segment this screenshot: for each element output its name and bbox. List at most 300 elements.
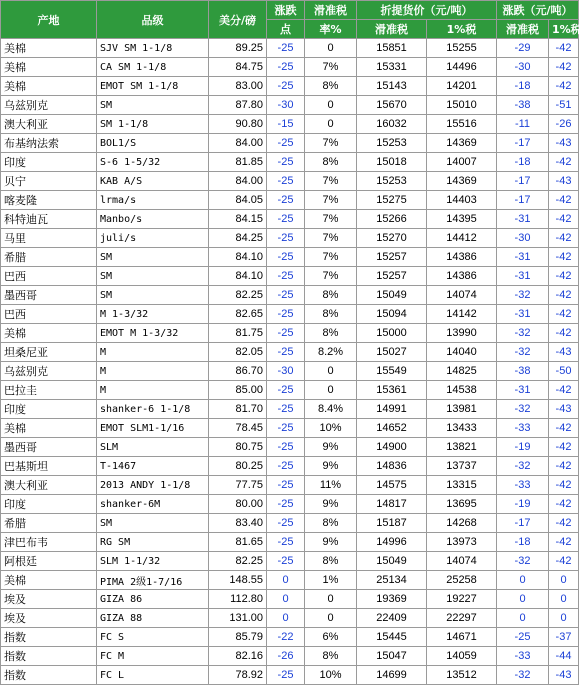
table-row (1, 609, 579, 628)
slide-tax-rate-cell: 7% (305, 229, 357, 248)
grade-cell: shanker-6M (97, 495, 209, 514)
change-points-cell: -25 (267, 495, 305, 514)
price-slide-tax-cell: 14836 (357, 457, 427, 476)
change-slide-tax-cell: -17 (497, 134, 549, 153)
change-slide-tax-cell: -18 (497, 533, 549, 552)
col-converted-header: 折提货价（元/吨） (357, 1, 497, 20)
slide-tax-rate-cell: 8.2% (305, 343, 357, 362)
price-slide-tax-cell: 15253 (357, 134, 427, 153)
price-cell: 82.65 (209, 305, 267, 324)
change-points-cell: -26 (267, 647, 305, 666)
price-1pct-tax-cell: 13695 (427, 495, 497, 514)
price-slide-tax-cell: 19369 (357, 590, 427, 609)
change-points-cell: -22 (267, 628, 305, 647)
price-slide-tax-cell: 15257 (357, 267, 427, 286)
change-slide-tax-cell: -32 (497, 457, 549, 476)
change-points-cell: -25 (267, 229, 305, 248)
table-row (1, 381, 579, 400)
col-chg-yuan-1pct: 1%税 (549, 20, 579, 39)
grade-cell: SM (97, 286, 209, 305)
origin-cell: 乌兹别克 (1, 362, 97, 381)
price-1pct-tax-cell: 13737 (427, 457, 497, 476)
price-cell: 82.25 (209, 286, 267, 305)
origin-cell: 墨西哥 (1, 438, 97, 457)
slide-tax-rate-cell: 0 (305, 609, 357, 628)
table-row (1, 58, 579, 77)
change-slide-tax-cell: -19 (497, 495, 549, 514)
origin-cell: 布基纳法索 (1, 134, 97, 153)
change-points-cell: -25 (267, 419, 305, 438)
price-slide-tax-cell: 15047 (357, 647, 427, 666)
table-row (1, 267, 579, 286)
price-slide-tax-cell: 22409 (357, 609, 427, 628)
slide-tax-rate-cell: 8% (305, 77, 357, 96)
change-1pct-tax-cell: -26 (549, 115, 579, 134)
origin-cell: 津巴布韦 (1, 533, 97, 552)
change-slide-tax-cell: -29 (497, 39, 549, 58)
grade-cell: RG SM (97, 533, 209, 552)
change-points-cell: -30 (267, 362, 305, 381)
origin-cell: 贝宁 (1, 172, 97, 191)
price-slide-tax-cell: 15049 (357, 552, 427, 571)
grade-cell: M (97, 343, 209, 362)
change-slide-tax-cell: -18 (497, 77, 549, 96)
change-1pct-tax-cell: 0 (549, 590, 579, 609)
change-points-cell: -25 (267, 267, 305, 286)
table-row (1, 96, 579, 115)
price-cell: 84.00 (209, 172, 267, 191)
price-1pct-tax-cell: 25258 (427, 571, 497, 590)
col-converted-slide: 滑准税 (357, 20, 427, 39)
slide-tax-rate-cell: 0 (305, 362, 357, 381)
price-cell: 83.40 (209, 514, 267, 533)
col-chg-yuan-slide: 滑准税 (497, 20, 549, 39)
grade-cell: SJV SM 1-1/8 (97, 39, 209, 58)
slide-tax-rate-cell: 7% (305, 172, 357, 191)
grade-cell: lrma/s (97, 191, 209, 210)
price-cell: 78.45 (209, 419, 267, 438)
price-1pct-tax-cell: 14412 (427, 229, 497, 248)
change-1pct-tax-cell: -43 (549, 400, 579, 419)
change-points-cell: -25 (267, 77, 305, 96)
grade-cell: shanker-6 1-1/8 (97, 400, 209, 419)
price-slide-tax-cell: 14996 (357, 533, 427, 552)
change-1pct-tax-cell: -42 (549, 248, 579, 267)
change-slide-tax-cell: 0 (497, 571, 549, 590)
change-1pct-tax-cell: -42 (549, 77, 579, 96)
price-slide-tax-cell: 14652 (357, 419, 427, 438)
col-origin-header: 产地 (1, 1, 97, 39)
grade-cell: KAB A/S (97, 172, 209, 191)
origin-cell: 印度 (1, 495, 97, 514)
origin-cell: 阿根廷 (1, 552, 97, 571)
grade-cell: T-1467 (97, 457, 209, 476)
price-1pct-tax-cell: 15516 (427, 115, 497, 134)
change-points-cell: 0 (267, 590, 305, 609)
change-slide-tax-cell: -33 (497, 419, 549, 438)
slide-tax-rate-cell: 8% (305, 305, 357, 324)
slide-tax-rate-cell: 10% (305, 419, 357, 438)
change-1pct-tax-cell: -42 (549, 552, 579, 571)
table-row (1, 362, 579, 381)
change-points-cell: -30 (267, 96, 305, 115)
change-points-cell: -25 (267, 343, 305, 362)
origin-cell: 美棉 (1, 419, 97, 438)
price-cell: 82.16 (209, 647, 267, 666)
price-slide-tax-cell: 15000 (357, 324, 427, 343)
col-chg-yuan-header: 涨跌（元/吨） (497, 1, 579, 20)
grade-cell: M (97, 381, 209, 400)
change-slide-tax-cell: 0 (497, 590, 549, 609)
price-1pct-tax-cell: 14040 (427, 343, 497, 362)
change-points-cell: -25 (267, 381, 305, 400)
slide-tax-rate-cell: 10% (305, 666, 357, 685)
change-slide-tax-cell: -32 (497, 400, 549, 419)
table-row (1, 400, 579, 419)
slide-tax-rate-cell: 0 (305, 39, 357, 58)
price-cell: 148.55 (209, 571, 267, 590)
grade-cell: M 1-3/32 (97, 305, 209, 324)
origin-cell: 巴基斯坦 (1, 457, 97, 476)
slide-tax-rate-cell: 11% (305, 476, 357, 495)
origin-cell: 喀麦隆 (1, 191, 97, 210)
change-1pct-tax-cell: -42 (549, 39, 579, 58)
price-slide-tax-cell: 25134 (357, 571, 427, 590)
change-points-cell: -25 (267, 58, 305, 77)
table-row (1, 115, 579, 134)
origin-cell: 坦桑尼亚 (1, 343, 97, 362)
origin-cell: 巴拉圭 (1, 381, 97, 400)
change-1pct-tax-cell: -37 (549, 628, 579, 647)
price-cell: 83.00 (209, 77, 267, 96)
price-slide-tax-cell: 14699 (357, 666, 427, 685)
origin-cell: 澳大利亚 (1, 476, 97, 495)
price-cell: 84.00 (209, 134, 267, 153)
slide-tax-rate-cell: 0 (305, 96, 357, 115)
slide-tax-rate-cell: 8% (305, 153, 357, 172)
change-slide-tax-cell: -31 (497, 381, 549, 400)
change-points-cell: -25 (267, 533, 305, 552)
change-points-cell: -25 (267, 153, 305, 172)
change-1pct-tax-cell: 0 (549, 609, 579, 628)
grade-cell: EMOT M 1-3/32 (97, 324, 209, 343)
change-slide-tax-cell: -11 (497, 115, 549, 134)
price-1pct-tax-cell: 13973 (427, 533, 497, 552)
change-slide-tax-cell: -31 (497, 210, 549, 229)
change-points-cell: -25 (267, 514, 305, 533)
slide-tax-rate-cell: 1% (305, 571, 357, 590)
slide-tax-rate-cell: 8.4% (305, 400, 357, 419)
change-slide-tax-cell: -17 (497, 514, 549, 533)
slide-tax-rate-cell: 7% (305, 267, 357, 286)
change-1pct-tax-cell: -42 (549, 457, 579, 476)
price-cell: 81.85 (209, 153, 267, 172)
table-row (1, 438, 579, 457)
origin-cell: 美棉 (1, 324, 97, 343)
slide-tax-rate-cell: 8% (305, 514, 357, 533)
table-row (1, 305, 579, 324)
grade-cell: SLM 1-1/32 (97, 552, 209, 571)
grade-cell: juli/s (97, 229, 209, 248)
price-slide-tax-cell: 15270 (357, 229, 427, 248)
table-row (1, 419, 579, 438)
price-1pct-tax-cell: 14403 (427, 191, 497, 210)
col-change-sub: 点 (267, 20, 305, 39)
slide-tax-rate-cell: 8% (305, 286, 357, 305)
price-cell: 86.70 (209, 362, 267, 381)
price-1pct-tax-cell: 14395 (427, 210, 497, 229)
grade-cell: FC S (97, 628, 209, 647)
price-cell: 131.00 (209, 609, 267, 628)
change-points-cell: -25 (267, 134, 305, 153)
change-points-cell: -25 (267, 172, 305, 191)
price-cell: 89.25 (209, 39, 267, 58)
origin-cell: 乌兹别克 (1, 96, 97, 115)
origin-cell: 巴西 (1, 267, 97, 286)
price-1pct-tax-cell: 22297 (427, 609, 497, 628)
table-row (1, 590, 579, 609)
origin-cell: 指数 (1, 628, 97, 647)
grade-cell: GIZA 86 (97, 590, 209, 609)
price-slide-tax-cell: 14817 (357, 495, 427, 514)
change-1pct-tax-cell: -42 (549, 153, 579, 172)
origin-cell: 指数 (1, 666, 97, 685)
table-row (1, 571, 579, 590)
change-points-cell: -25 (267, 248, 305, 267)
grade-cell: FC M (97, 647, 209, 666)
change-points-cell: -25 (267, 666, 305, 685)
price-slide-tax-cell: 15361 (357, 381, 427, 400)
price-cell: 80.25 (209, 457, 267, 476)
table-row (1, 172, 579, 191)
slide-tax-rate-cell: 8% (305, 552, 357, 571)
origin-cell: 美棉 (1, 58, 97, 77)
col-tax-header: 滑准税 (305, 1, 357, 20)
grade-cell: SM 1-1/8 (97, 115, 209, 134)
table-row (1, 533, 579, 552)
price-cell: 81.70 (209, 400, 267, 419)
origin-cell: 美棉 (1, 39, 97, 58)
price-cell: 84.10 (209, 267, 267, 286)
change-slide-tax-cell: 0 (497, 609, 549, 628)
price-1pct-tax-cell: 14496 (427, 58, 497, 77)
price-slide-tax-cell: 14575 (357, 476, 427, 495)
origin-cell: 美棉 (1, 571, 97, 590)
origin-cell: 印度 (1, 400, 97, 419)
price-1pct-tax-cell: 14386 (427, 267, 497, 286)
grade-cell: SM (97, 514, 209, 533)
price-1pct-tax-cell: 14268 (427, 514, 497, 533)
change-1pct-tax-cell: -42 (549, 286, 579, 305)
price-slide-tax-cell: 15018 (357, 153, 427, 172)
change-1pct-tax-cell: -42 (549, 476, 579, 495)
change-slide-tax-cell: -17 (497, 172, 549, 191)
origin-cell: 科特迪瓦 (1, 210, 97, 229)
slide-tax-rate-cell: 7% (305, 58, 357, 77)
change-slide-tax-cell: -32 (497, 552, 549, 571)
change-1pct-tax-cell: -42 (549, 381, 579, 400)
change-1pct-tax-cell: -42 (549, 419, 579, 438)
change-1pct-tax-cell: -42 (549, 58, 579, 77)
change-points-cell: -25 (267, 400, 305, 419)
change-1pct-tax-cell: -50 (549, 362, 579, 381)
slide-tax-rate-cell: 0 (305, 590, 357, 609)
col-converted-1pct: 1%税 (427, 20, 497, 39)
slide-tax-rate-cell: 7% (305, 134, 357, 153)
origin-cell: 希腊 (1, 514, 97, 533)
change-slide-tax-cell: -18 (497, 153, 549, 172)
change-1pct-tax-cell: -42 (549, 267, 579, 286)
change-slide-tax-cell: -38 (497, 362, 549, 381)
price-1pct-tax-cell: 14825 (427, 362, 497, 381)
change-1pct-tax-cell: -42 (549, 495, 579, 514)
slide-tax-rate-cell: 7% (305, 248, 357, 267)
price-1pct-tax-cell: 14074 (427, 552, 497, 571)
table-row (1, 666, 579, 685)
price-slide-tax-cell: 15027 (357, 343, 427, 362)
table-row (1, 153, 579, 172)
price-cell: 84.75 (209, 58, 267, 77)
change-slide-tax-cell: -33 (497, 647, 549, 666)
change-points-cell: -25 (267, 552, 305, 571)
table-row (1, 324, 579, 343)
col-price-header: 美分/磅 (209, 1, 267, 39)
price-slide-tax-cell: 15094 (357, 305, 427, 324)
origin-cell: 巴西 (1, 305, 97, 324)
change-slide-tax-cell: -32 (497, 666, 549, 685)
change-slide-tax-cell: -31 (497, 305, 549, 324)
origin-cell: 埃及 (1, 590, 97, 609)
price-slide-tax-cell: 15049 (357, 286, 427, 305)
grade-cell: 2013 ANDY 1-1/8 (97, 476, 209, 495)
table-row (1, 39, 579, 58)
grade-cell: SM (97, 248, 209, 267)
price-slide-tax-cell: 15851 (357, 39, 427, 58)
price-cell: 82.05 (209, 343, 267, 362)
price-1pct-tax-cell: 19227 (427, 590, 497, 609)
change-1pct-tax-cell: -42 (549, 210, 579, 229)
price-slide-tax-cell: 15143 (357, 77, 427, 96)
table-row (1, 495, 579, 514)
grade-cell: M (97, 362, 209, 381)
table-body (1, 39, 579, 685)
price-cell: 77.75 (209, 476, 267, 495)
price-cell: 90.80 (209, 115, 267, 134)
change-slide-tax-cell: -19 (497, 438, 549, 457)
change-slide-tax-cell: -17 (497, 191, 549, 210)
change-1pct-tax-cell: -43 (549, 134, 579, 153)
change-points-cell: 0 (267, 571, 305, 590)
price-1pct-tax-cell: 14369 (427, 172, 497, 191)
price-slide-tax-cell: 15670 (357, 96, 427, 115)
price-1pct-tax-cell: 13315 (427, 476, 497, 495)
table-row (1, 248, 579, 267)
change-points-cell: -25 (267, 210, 305, 229)
change-1pct-tax-cell: -43 (549, 172, 579, 191)
grade-cell: SM (97, 96, 209, 115)
price-1pct-tax-cell: 13981 (427, 400, 497, 419)
price-slide-tax-cell: 15266 (357, 210, 427, 229)
origin-cell: 马里 (1, 229, 97, 248)
price-1pct-tax-cell: 13821 (427, 438, 497, 457)
price-cell: 85.79 (209, 628, 267, 647)
change-points-cell: -15 (267, 115, 305, 134)
col-grade-header: 品级 (97, 1, 209, 39)
price-cell: 80.75 (209, 438, 267, 457)
change-slide-tax-cell: -30 (497, 229, 549, 248)
change-1pct-tax-cell: -43 (549, 666, 579, 685)
table-row (1, 514, 579, 533)
slide-tax-rate-cell: 9% (305, 495, 357, 514)
table-row (1, 476, 579, 495)
change-1pct-tax-cell: -42 (549, 514, 579, 533)
price-1pct-tax-cell: 13512 (427, 666, 497, 685)
col-change-header: 涨跌 (267, 1, 305, 20)
table-row (1, 77, 579, 96)
table-row (1, 647, 579, 666)
grade-cell: CA SM 1-1/8 (97, 58, 209, 77)
slide-tax-rate-cell: 8% (305, 324, 357, 343)
grade-cell: SM (97, 267, 209, 286)
table-row (1, 191, 579, 210)
change-1pct-tax-cell: -42 (549, 324, 579, 343)
change-1pct-tax-cell: -42 (549, 438, 579, 457)
price-1pct-tax-cell: 14538 (427, 381, 497, 400)
price-cell: 84.25 (209, 229, 267, 248)
price-slide-tax-cell: 15253 (357, 172, 427, 191)
change-slide-tax-cell: -30 (497, 58, 549, 77)
price-1pct-tax-cell: 14007 (427, 153, 497, 172)
price-cell: 87.80 (209, 96, 267, 115)
price-cell: 84.10 (209, 248, 267, 267)
price-cell: 84.05 (209, 191, 267, 210)
change-points-cell: -25 (267, 191, 305, 210)
change-points-cell: -25 (267, 324, 305, 343)
slide-tax-rate-cell: 7% (305, 191, 357, 210)
table-row (1, 552, 579, 571)
price-1pct-tax-cell: 14142 (427, 305, 497, 324)
grade-cell: GIZA 88 (97, 609, 209, 628)
price-cell: 85.00 (209, 381, 267, 400)
change-slide-tax-cell: -32 (497, 286, 549, 305)
price-1pct-tax-cell: 15010 (427, 96, 497, 115)
change-points-cell: -25 (267, 39, 305, 58)
price-slide-tax-cell: 15549 (357, 362, 427, 381)
change-1pct-tax-cell: -51 (549, 96, 579, 115)
change-1pct-tax-cell: -42 (549, 533, 579, 552)
price-slide-tax-cell: 15331 (357, 58, 427, 77)
table-row (1, 210, 579, 229)
change-1pct-tax-cell: -44 (549, 647, 579, 666)
change-1pct-tax-cell: -43 (549, 343, 579, 362)
change-slide-tax-cell: -32 (497, 324, 549, 343)
change-1pct-tax-cell: -42 (549, 191, 579, 210)
price-slide-tax-cell: 15187 (357, 514, 427, 533)
price-1pct-tax-cell: 14369 (427, 134, 497, 153)
price-cell: 84.15 (209, 210, 267, 229)
slide-tax-rate-cell: 7% (305, 210, 357, 229)
col-tax-sub: 率% (305, 20, 357, 39)
grade-cell: EMOT SM 1-1/8 (97, 77, 209, 96)
price-cell: 112.80 (209, 590, 267, 609)
change-points-cell: -25 (267, 457, 305, 476)
change-1pct-tax-cell: -42 (549, 229, 579, 248)
grade-cell: SLM (97, 438, 209, 457)
table-row (1, 134, 579, 153)
table-row (1, 229, 579, 248)
price-slide-tax-cell: 14900 (357, 438, 427, 457)
price-1pct-tax-cell: 14074 (427, 286, 497, 305)
